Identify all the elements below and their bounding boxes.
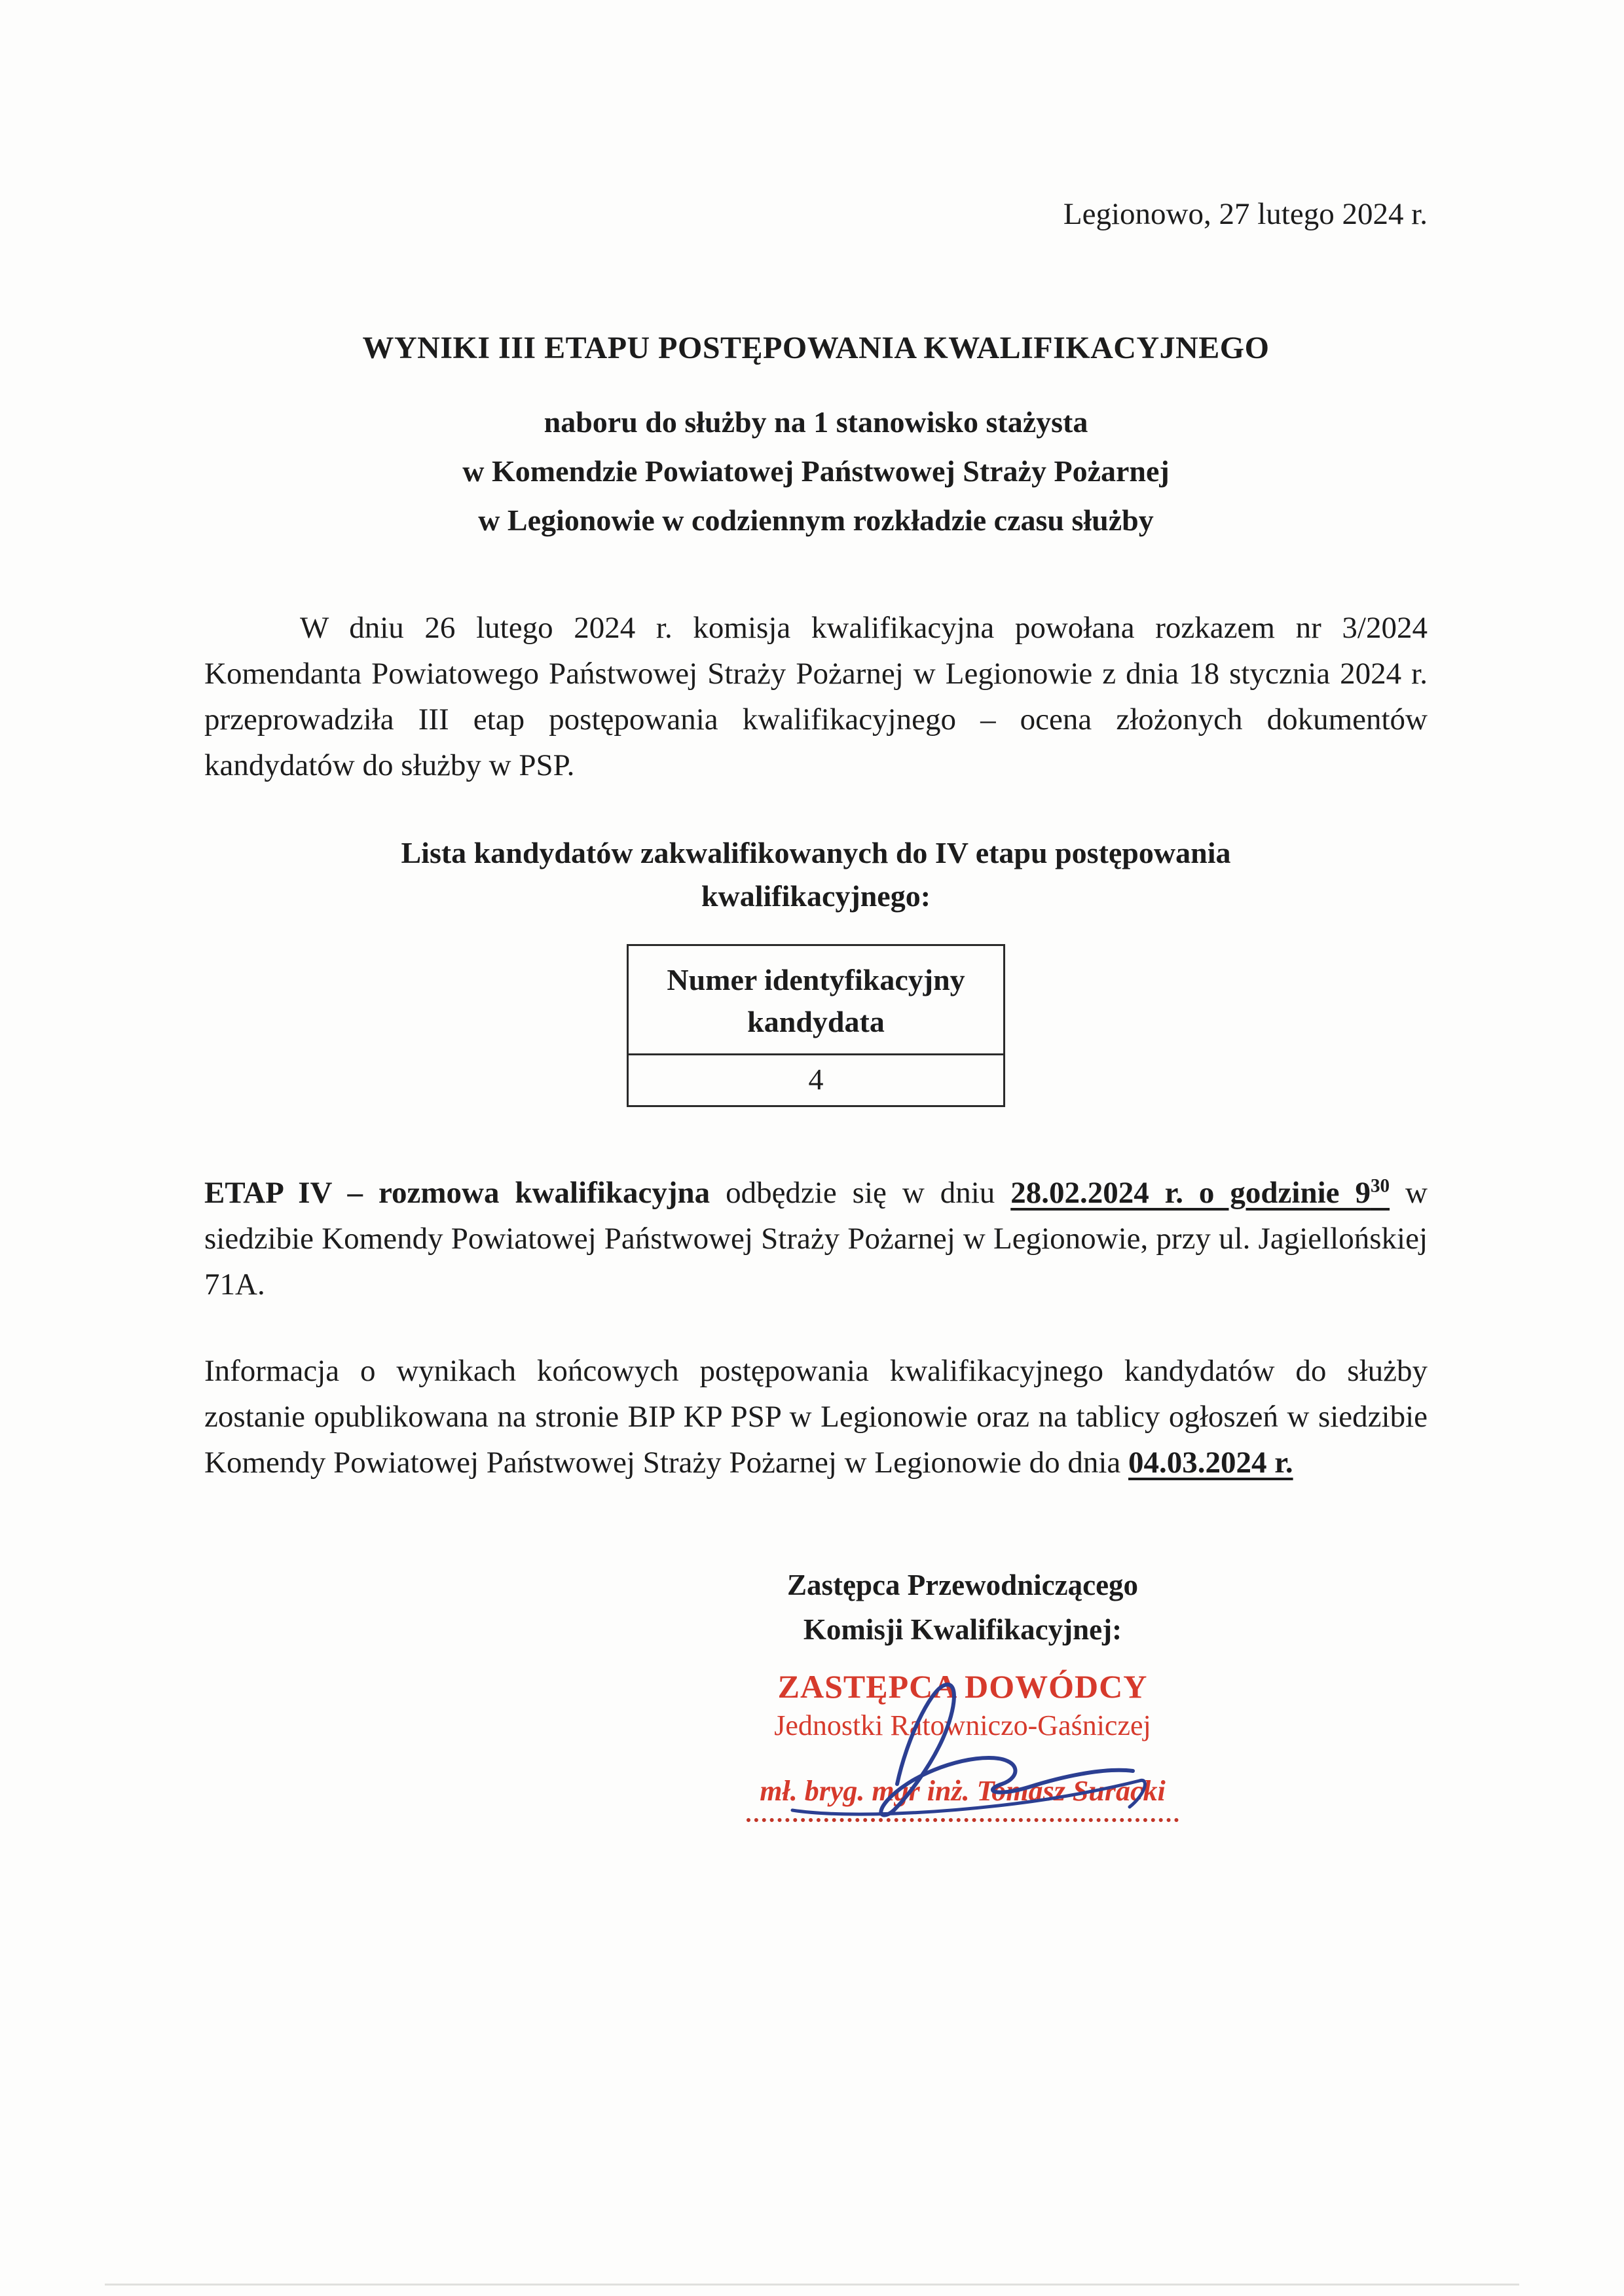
etap-rest: w siedzibie Komendy Powiatowej Państwowej Straży Pożarnej w Legionowie, przy ul. Jagiellońskiej 71A. bbox=[204, 1176, 1428, 1302]
etap-hour-superscript: 30 bbox=[1370, 1175, 1390, 1197]
stamp-unit: Jednostki Ratowniczo-Gaśniczej bbox=[774, 1709, 1151, 1741]
signer-role-line-1: Zastępca Przewodniczącego bbox=[786, 1569, 1139, 1601]
etap-middle: odbędzie się w dniu bbox=[710, 1176, 1011, 1210]
document-title: WYNIKI III ETAPU POSTĘPOWANIA KWALIFIKACYJNEGO bbox=[362, 331, 1270, 365]
signer-role bbox=[694, 1563, 1231, 1652]
qualified-list-heading: Lista kandydatów zakwalifikowanych do IV etapu postępowania kwalifikacyjnego: bbox=[401, 836, 1231, 913]
table-header-cell bbox=[629, 946, 1003, 1055]
scan-artifact-line bbox=[105, 2284, 1519, 2286]
info-deadline: 04.03.2024 r. bbox=[1128, 1446, 1293, 1480]
info-paragraph bbox=[204, 1348, 1428, 1485]
signer-name: mł. bryg. mgr inż. Tomasz Suracki bbox=[760, 1775, 1166, 1807]
etap-iv-paragraph bbox=[204, 1170, 1428, 1307]
document-subtitle bbox=[204, 397, 1428, 545]
table-header-line-1: Numer identyfikacyjny bbox=[667, 963, 965, 996]
table-header-line-2: kandydata bbox=[747, 1005, 885, 1038]
intro-paragraph: W dniu 26 lutego 2024 r. komisja kwalifikacyjna powołana rozkazem nr 3/2024 Komendanta Powiatowego Państwowej Straży Pożarnej w Legionowie z dnia 18 stycznia 2024 r. przeprowadziła III etap postępowania kwalifikacyjnego – ocena złożonych dokumentów kandydatów do służby w PSP. bbox=[204, 611, 1428, 782]
etap-date-underlined: 28.02.2024 r. o godzinie $9^{30}$ bbox=[1010, 1175, 1390, 1210]
signature-block bbox=[694, 1563, 1231, 1822]
dateline: Legionowo, 27 lutego 2024 r. bbox=[1063, 197, 1428, 231]
dotted-signature-line bbox=[747, 1818, 1179, 1822]
info-text: Informacja o wynikach końcowych postępowania kwalifikacyjnego kandydatów do służby zostanie opublikowana na stronie BIP KP PSP w Legionowie oraz na tablicy ogłoszeń w siedzibie Komendy Powiatowej Państwowej Straży Pożarnej w Legionowie do dnia bbox=[204, 1354, 1428, 1480]
etap-bold-lead: ETAP IV – rozmowa kwalifikacyjna bbox=[204, 1176, 710, 1210]
stamp-title: ZASTĘPCA DOWÓDCY bbox=[777, 1668, 1148, 1705]
subtitle-line-3: w Legionowie w codziennym rozkładzie czasu służby bbox=[478, 503, 1154, 537]
signer-role-line-2: Komisji Kwalifikacyjnej: bbox=[803, 1613, 1122, 1646]
table-value-cell: 4 bbox=[808, 1063, 824, 1096]
red-stamp bbox=[694, 1666, 1231, 1822]
subtitle-line-2: w Komendzie Powiatowej Państwowej Straży Pożarnej bbox=[462, 454, 1170, 488]
subtitle-line-1: naboru do służby na 1 stanowisko stażysta bbox=[544, 405, 1088, 439]
candidate-id-table bbox=[627, 944, 1005, 1107]
